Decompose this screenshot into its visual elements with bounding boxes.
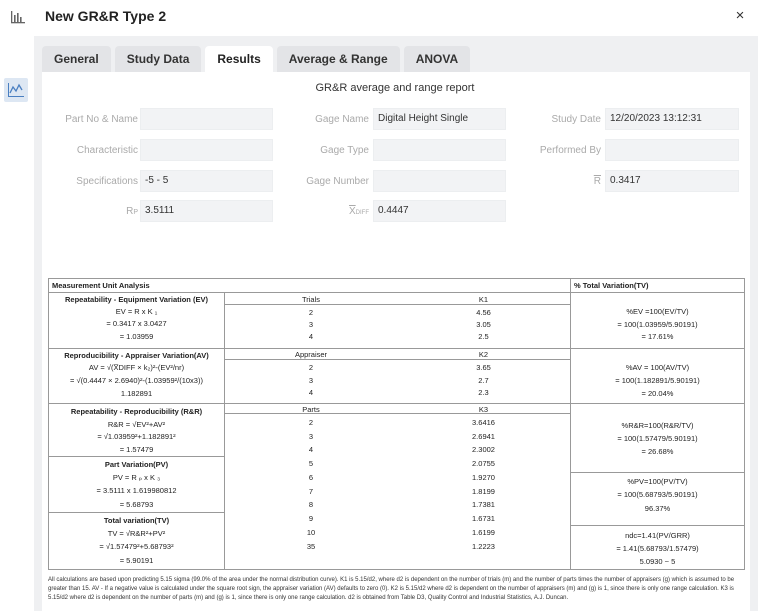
trials-value: 2 bbox=[308, 308, 314, 317]
k2-value: 2.7 bbox=[478, 376, 489, 385]
xdiff-field: 0.4447 bbox=[373, 200, 506, 222]
appraiser-value: 2 bbox=[308, 363, 314, 372]
pct-av-substitution: = 100(1.182891/5.90191) bbox=[615, 376, 700, 385]
k3-value: 1.7381 bbox=[472, 500, 495, 509]
rbar-label: $\overline{R}$ bbox=[593, 176, 601, 187]
tv-substitution: = √1.57479²+5.68793² bbox=[99, 542, 174, 551]
rr-substitution: = √1.03959²+1.182891² bbox=[97, 432, 176, 441]
window-title: New GR&R Type 2 bbox=[45, 8, 167, 24]
tv-formula: TV = √R&R²+PV² bbox=[107, 529, 166, 538]
part-label: Part No & Name bbox=[65, 114, 138, 125]
pv-title: Part Variation(PV) bbox=[104, 460, 169, 469]
pct-ev-result: = 17.61% bbox=[641, 332, 674, 341]
results-panel bbox=[42, 72, 750, 611]
close-icon[interactable]: × bbox=[735, 7, 745, 24]
calculation-note: All calculations are based upon predicting 5.15 sigma (99.0% of the area under the normal distribution curve). K1 is 5.15/d2, where d2 is dependent on the number of trials (m) and the number of parts times the number of appraisers (g) which is assumed to be greater than 15. AV - If a negative value is calculated under the square root sign, the appraiser variation (AV) defaults to zero (0). K2 is 5.15/d2 where d2 is dependent on the number of appraisers (m) and (g) is 1, since there is only one range calculation. K3 is 5.15/d2 where d2 is dependent on the number of parts (m) and (g) is 1, since there is only one range calculation. d2 is obtained from Table D3, Quality Control and Industrial Statistics, A.J. Duncan. bbox=[48, 577, 735, 601]
pct-pv-result: 96.37% bbox=[644, 504, 671, 513]
parts-value: 6 bbox=[308, 473, 314, 482]
tab-general[interactable]: General bbox=[42, 46, 111, 72]
pct-rr-substitution: = 100(1.57479/5.90191) bbox=[617, 434, 698, 443]
ndc-substitution: = 1.41(5.68793/1.57479) bbox=[616, 544, 699, 553]
rr-result: = 1.57479 bbox=[119, 445, 154, 454]
k1-value: 4.56 bbox=[476, 308, 491, 317]
tv-title: Total variation(TV) bbox=[103, 516, 170, 525]
report-title: GR&R average and range report bbox=[315, 82, 475, 94]
appraiser-header: Appraiser bbox=[294, 350, 328, 359]
k3-value: 2.6941 bbox=[472, 432, 495, 441]
performed-by-field bbox=[605, 139, 739, 161]
specifications-label: Specifications bbox=[76, 176, 138, 187]
pct-pv-formula: %PV=100(PV/TV) bbox=[627, 477, 688, 486]
parts-header: Parts bbox=[302, 405, 320, 414]
ev-result: = 1.03959 bbox=[119, 332, 154, 341]
measurement-unit-analysis-table bbox=[48, 278, 745, 570]
k3-value: 1.9270 bbox=[472, 473, 495, 482]
pct-ev-substitution: = 100(1.03959/5.90191) bbox=[617, 320, 698, 329]
pct-av-result: = 20.04% bbox=[641, 389, 674, 398]
appraiser-value: 4 bbox=[308, 388, 314, 397]
pv-result: = 5.68793 bbox=[119, 500, 154, 509]
characteristic-label: Characteristic bbox=[76, 145, 138, 156]
pct-pv-substitution: = 100(5.68793/5.90191) bbox=[617, 490, 698, 499]
bar-chart-icon bbox=[10, 9, 26, 25]
av-formula: AV = √(X̅DIFF × k₂)²-(EV²/nr) bbox=[88, 363, 185, 372]
trials-value: 4 bbox=[308, 332, 314, 341]
k3-value: 3.6416 bbox=[472, 418, 495, 427]
k3-value: 1.6199 bbox=[472, 528, 495, 537]
pct-rr-formula: %R&R=100(R&R/TV) bbox=[621, 421, 694, 430]
gage-type-label: Gage Type bbox=[320, 145, 369, 156]
performed-by-label: Performed By bbox=[539, 145, 601, 156]
tab-results[interactable]: Results bbox=[205, 46, 272, 72]
characteristic-field bbox=[140, 139, 273, 161]
specifications-field: -5 - 5 bbox=[140, 170, 273, 192]
pv-substitution: = 3.5111 x 1.619980812 bbox=[96, 486, 177, 495]
ndc-result: 5.0930 ~ 5 bbox=[639, 557, 676, 566]
pv-formula: PV = R ₚ x K ₃ bbox=[112, 473, 161, 482]
xdiff-label: $\overline{X}DIFF$ bbox=[348, 206, 369, 217]
tab-bar bbox=[42, 46, 474, 72]
parts-value: 5 bbox=[308, 459, 314, 468]
k1-header: K1 bbox=[478, 295, 489, 304]
tab-anova[interactable]: ANOVA bbox=[404, 46, 470, 72]
tv-header: % Total Variation(TV) bbox=[574, 281, 649, 290]
parts-value: 9 bbox=[308, 514, 314, 523]
main-content bbox=[34, 36, 758, 611]
pct-ev-formula: %EV =100(EV/TV) bbox=[626, 307, 689, 316]
rp-field: 3.5111 bbox=[140, 200, 273, 222]
rr-formula: R&R = √EV²+AV² bbox=[107, 420, 166, 429]
mua-header: Measurement Unit Analysis bbox=[52, 281, 150, 290]
ev-formula: EV = R x K ₁ bbox=[115, 307, 158, 316]
parts-value: 2 bbox=[308, 418, 314, 427]
k2-value: 2.3 bbox=[478, 388, 489, 397]
tab-average-range[interactable]: Average & Range bbox=[277, 46, 400, 72]
parts-value: 7 bbox=[308, 487, 314, 496]
gage-type-field bbox=[373, 139, 506, 161]
rp-label: RP bbox=[126, 206, 138, 217]
parts-value: 35 bbox=[306, 542, 316, 551]
parts-value: 4 bbox=[308, 445, 314, 454]
pct-rr-result: = 26.68% bbox=[641, 447, 674, 456]
k3-value: 1.8199 bbox=[472, 487, 495, 496]
ndc-formula: ndc=1.41(PV/GRR) bbox=[625, 531, 690, 540]
part-field bbox=[140, 108, 273, 130]
appraiser-value: 3 bbox=[308, 376, 314, 385]
ev-title: Repeatability - Equipment Variation (EV) bbox=[65, 295, 208, 304]
parts-value: 10 bbox=[306, 528, 316, 537]
k2-value: 3.65 bbox=[476, 363, 491, 372]
gage-name-field: Digital Height Single bbox=[373, 108, 506, 130]
pct-av-formula: %AV = 100(AV/TV) bbox=[625, 363, 690, 372]
trials-value: 3 bbox=[308, 320, 314, 329]
tv-result: = 5.90191 bbox=[119, 556, 154, 565]
trials-header: Trials bbox=[301, 295, 321, 304]
k3-value: 2.0755 bbox=[472, 459, 495, 468]
av-title: Reproducibility - Appraiser Variation(AV) bbox=[64, 351, 209, 360]
gage-name-label: Gage Name bbox=[315, 114, 369, 125]
rr-title: Repeatability - Reproducibility (R&R) bbox=[70, 407, 203, 416]
parts-value: 8 bbox=[308, 500, 314, 509]
k1-value: 3.05 bbox=[476, 320, 491, 329]
gage-number-field bbox=[373, 170, 506, 192]
av-substitution: = √(0.4447 × 2.6940)²-(1.03959²/(10x3)) bbox=[70, 376, 203, 385]
left-sidebar bbox=[0, 36, 34, 611]
gage-number-label: Gage Number bbox=[306, 176, 369, 187]
study-date-field: 12/20/2023 13:12:31 bbox=[605, 108, 739, 130]
title-bar bbox=[0, 0, 758, 36]
av-result: 1.182891 bbox=[120, 389, 153, 398]
k3-value: 1.6731 bbox=[472, 514, 495, 523]
k3-header: K3 bbox=[478, 405, 489, 414]
parts-value: 3 bbox=[308, 432, 314, 441]
rbar-field: 0.3417 bbox=[605, 170, 739, 192]
k2-header: K2 bbox=[478, 350, 489, 359]
study-date-label: Study Date bbox=[551, 114, 601, 125]
k1-value: 2.5 bbox=[478, 332, 489, 341]
tab-study-data[interactable]: Study Data bbox=[115, 46, 202, 72]
k3-value: 2.3002 bbox=[472, 445, 495, 454]
ev-substitution: = 0.3417 x 3.0427 bbox=[106, 319, 167, 328]
line-chart-icon[interactable] bbox=[4, 78, 28, 102]
k3-value: 1.2223 bbox=[472, 542, 495, 551]
